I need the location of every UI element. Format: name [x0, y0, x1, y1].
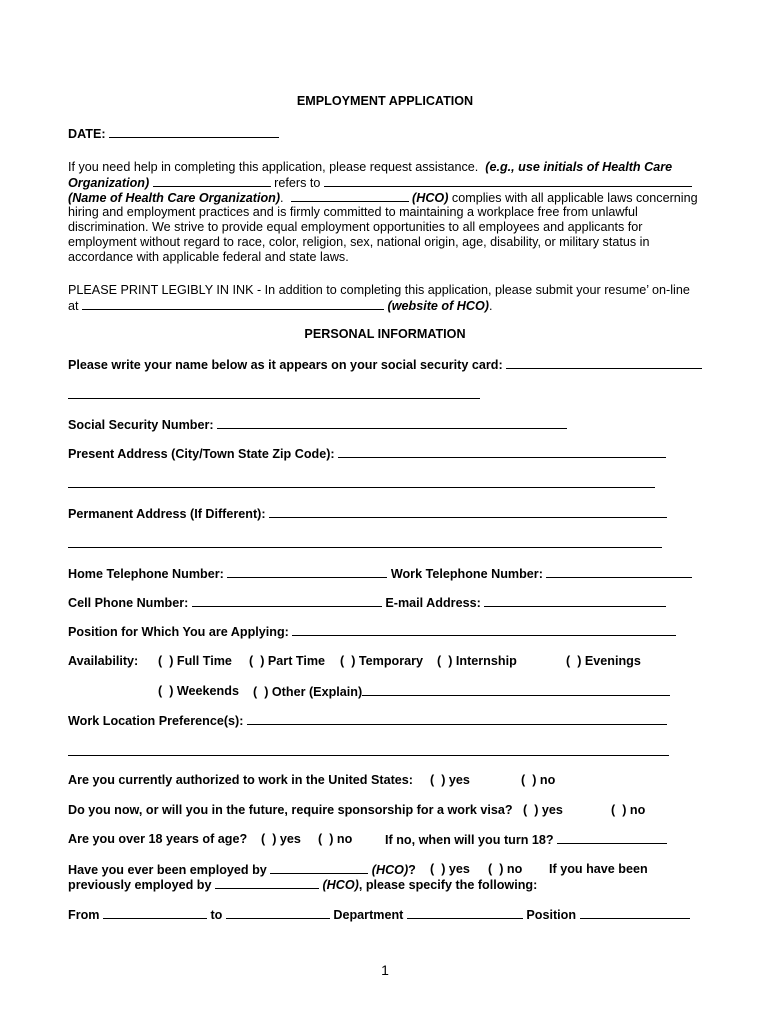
- previously-hco-text: (HCO): [322, 878, 359, 892]
- employed-hco-field[interactable]: [270, 862, 368, 874]
- name-field-line-2[interactable]: [68, 398, 480, 399]
- print-notice-line-1: PLEASE PRINT LEGIBLY IN INK - In addition to completing this application, please submit your resume’ on-line: [68, 283, 690, 297]
- intro-eg-text: (e.g., use initials of Health Care: [485, 160, 673, 174]
- hco-abbrev-field[interactable]: [291, 190, 409, 202]
- home-phone-field[interactable]: [227, 566, 387, 578]
- work-location-line-2[interactable]: [68, 755, 669, 756]
- over18-yes[interactable]: ( ) yes: [261, 832, 301, 846]
- permanent-address-line-2[interactable]: [68, 547, 662, 548]
- present-address-field[interactable]: [338, 446, 666, 458]
- present-address-row: [68, 446, 666, 462]
- present-address-label: Present Address (City/Town State Zip Code):: [68, 447, 339, 461]
- availability-full-time[interactable]: ( ) Full Time: [158, 654, 232, 668]
- availability-internship[interactable]: ( ) Internship: [437, 654, 517, 668]
- ssn-row: [68, 417, 567, 433]
- hco-text: (HCO): [412, 191, 449, 205]
- authorized-no[interactable]: ( ) no: [521, 773, 556, 787]
- history-position-label: Position: [522, 908, 580, 922]
- specify-text: , please specify the following:: [358, 878, 538, 892]
- intro-line-6: employment without regard to race, color, religion, sex, national origin, age, disability, or military status in: [68, 235, 650, 249]
- work-location-row: [68, 713, 667, 729]
- sponsorship-no[interactable]: ( ) no: [611, 803, 646, 817]
- work-phone-field[interactable]: [546, 566, 692, 578]
- availability-row-1: [68, 654, 138, 669]
- website-field[interactable]: [82, 298, 384, 310]
- employed-no[interactable]: ( ) no: [488, 862, 523, 876]
- position-label: Position for Which You are Applying:: [68, 625, 293, 639]
- page-title: EMPLOYMENT APPLICATION: [296, 94, 474, 108]
- date-field[interactable]: [109, 126, 279, 138]
- to-label: to: [206, 908, 226, 922]
- previously-row: [68, 877, 537, 893]
- hco-initials-field[interactable]: [153, 175, 271, 187]
- at-text: at: [68, 299, 83, 313]
- permanent-address-field[interactable]: [269, 506, 667, 518]
- email-label: E-mail Address:: [385, 596, 485, 610]
- authorized-yes[interactable]: ( ) yes: [430, 773, 470, 787]
- availability-other-row: [253, 684, 670, 700]
- intro-line-3: (Name of Health Care Organization). (HCO) complies with all applicable laws concerning: [68, 191, 698, 205]
- to-field[interactable]: [226, 907, 330, 919]
- employed-by-label: Have you ever been employed by: [68, 863, 271, 877]
- availability-label: Availability:: [68, 654, 139, 668]
- date-label: DATE:: [68, 127, 110, 141]
- name-row: [68, 357, 702, 373]
- page-number: 1: [381, 962, 389, 978]
- permanent-address-label: Permanent Address (If Different):: [68, 507, 270, 521]
- permanent-address-row: [68, 506, 667, 522]
- over18-question: Are you over 18 years of age?: [68, 832, 248, 846]
- phone-row: [68, 566, 692, 582]
- email-field[interactable]: [484, 595, 666, 607]
- complies-text: complies with all applicable laws concerning: [448, 191, 698, 205]
- work-location-label: Work Location Preference(s):: [68, 714, 247, 728]
- from-label: From: [68, 908, 103, 922]
- history-row: [68, 907, 690, 923]
- cell-email-row: [68, 595, 666, 611]
- employed-q-mark: ?: [408, 863, 416, 877]
- intro-line-1: [68, 160, 672, 175]
- website-text: (website of HCO): [387, 299, 489, 313]
- home-phone-label: Home Telephone Number:: [68, 567, 228, 581]
- if-been-text: If you have been: [549, 862, 648, 876]
- employed-yes[interactable]: ( ) yes: [430, 862, 470, 876]
- print-notice-line-2: at (website of HCO).: [68, 299, 493, 313]
- turn18-label: If no, when will you turn 18?: [385, 833, 558, 847]
- turn18-row: [385, 832, 667, 848]
- availability-evenings[interactable]: ( ) Evenings: [566, 654, 641, 668]
- intro-line-5: discrimination. We strive to provide equal employment opportunities to all employees and applicants for: [68, 220, 643, 234]
- authorized-question: Are you currently authorized to work in the United States:: [68, 773, 413, 787]
- availability-other[interactable]: ( ) Other (Explain): [253, 685, 363, 699]
- sponsorship-yes[interactable]: ( ) yes: [523, 803, 563, 817]
- date-row: [68, 126, 279, 142]
- over18-no[interactable]: ( ) no: [318, 832, 353, 846]
- work-phone-label: Work Telephone Number:: [390, 567, 547, 581]
- history-position-field[interactable]: [580, 907, 690, 919]
- previously-label: previously employed by: [68, 878, 215, 892]
- from-field[interactable]: [103, 907, 207, 919]
- availability-temporary[interactable]: ( ) Temporary: [340, 654, 424, 668]
- intro-text: If you need help in completing this application, please request assistance.: [68, 160, 486, 174]
- cell-phone-label: Cell Phone Number:: [68, 596, 192, 610]
- hco-name-field[interactable]: [324, 175, 692, 187]
- present-address-line-2[interactable]: [68, 487, 655, 488]
- sponsorship-question: Do you now, or will you in the future, require sponsorship for a work visa?: [68, 803, 513, 817]
- section-personal-info: PERSONAL INFORMATION: [304, 327, 466, 341]
- intro-org-text: Organization): [68, 176, 150, 190]
- cell-phone-field[interactable]: [192, 595, 382, 607]
- name-field[interactable]: [506, 357, 702, 369]
- name-label: Please write your name below as it appears on your social security card:: [68, 358, 507, 372]
- availability-part-time[interactable]: ( ) Part Time: [249, 654, 326, 668]
- ssn-field[interactable]: [217, 417, 567, 429]
- other-explain-field[interactable]: [362, 684, 670, 696]
- ssn-label: Social Security Number:: [68, 418, 218, 432]
- position-field[interactable]: [292, 624, 676, 636]
- department-field[interactable]: [407, 907, 523, 919]
- work-location-field[interactable]: [247, 713, 667, 725]
- availability-weekends[interactable]: ( ) Weekends: [158, 684, 239, 698]
- turn18-field[interactable]: [557, 832, 667, 844]
- intro-line-7: accordance with applicable federal and state laws.: [68, 250, 349, 264]
- previously-hco-field[interactable]: [215, 877, 319, 889]
- employed-hco-text: (HCO): [371, 863, 409, 877]
- department-label: Department: [329, 908, 407, 922]
- position-row: [68, 624, 676, 640]
- employed-row: [68, 862, 416, 878]
- name-hco-text: (Name of Health Care Organization): [68, 191, 281, 205]
- refers-to-text: refers to: [270, 176, 324, 190]
- intro-line-2: [68, 175, 692, 191]
- intro-line-4: hiring and employment practices and is firmly committed to maintaining a workplace free from unlawful: [68, 205, 638, 219]
